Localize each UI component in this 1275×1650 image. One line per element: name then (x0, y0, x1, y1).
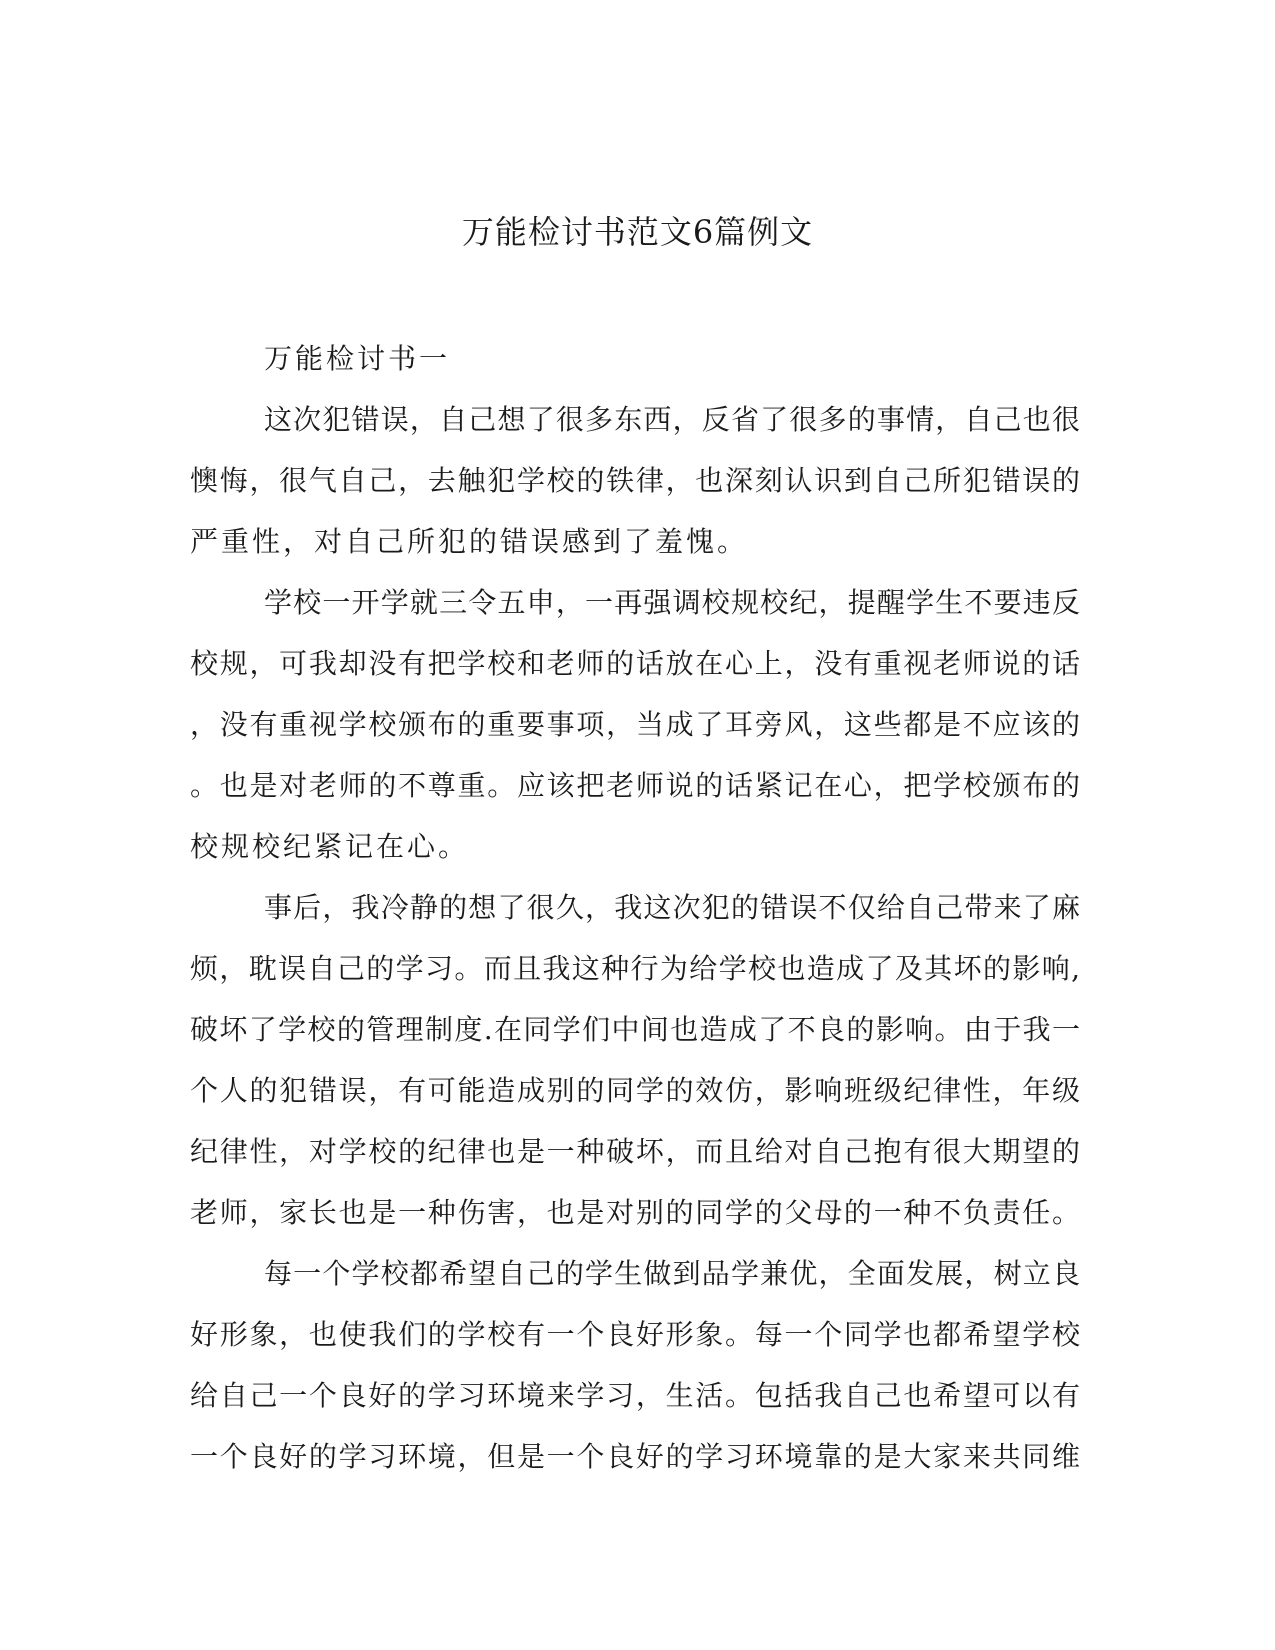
paragraph-line: 个人的犯错误，有可能造成别的同学的效仿，影响班级纪律性，年级 (190, 1074, 1080, 1107)
section-heading: 万能检讨书一 (264, 342, 451, 375)
paragraph-line: 每一个学校都希望自己的学生做到品学兼优，全面发展，树立良 (264, 1257, 1080, 1290)
paragraph-line: 。也是对老师的不尊重。应该把老师说的话紧记在心，把学校颁布的 (190, 769, 1080, 802)
paragraph-line: 好形象，也使我们的学校有一个良好形象。每一个同学也都希望学校 (190, 1318, 1080, 1351)
paragraph-line: 事后，我冷静的想了很久，我这次犯的错误不仅给自己带来了麻 (264, 891, 1080, 924)
paragraph-line: 给自己一个良好的学习环境来学习，生活。包括我自己也希望可以有 (190, 1379, 1080, 1412)
paragraph-line: 老师，家长也是一种伤害，也是对别的同学的父母的一种不负责任。 (190, 1196, 1080, 1229)
paragraph-line: 烦，耽误自己的学习。而且我这种行为给学校也造成了及其坏的影响, (190, 952, 1080, 985)
paragraph-line: 纪律性，对学校的纪律也是一种破坏，而且给对自己抱有很大期望的 (190, 1135, 1080, 1168)
paragraph-line: 破坏了学校的管理制度.在同学们中间也造成了不良的影响。由于我一 (190, 1013, 1080, 1046)
paragraph-line: 懊悔，很气自己，去触犯学校的铁律，也深刻认识到自己所犯错误的 (190, 464, 1080, 497)
paragraph-line: ，没有重视学校颁布的重要事项，当成了耳旁风，这些都是不应该的 (190, 708, 1080, 741)
paragraph-line: 校规，可我却没有把学校和老师的话放在心上，没有重视老师说的话 (190, 647, 1080, 680)
paragraph-line: 一个良好的学习环境，但是一个良好的学习环境靠的是大家来共同维 (190, 1440, 1080, 1473)
paragraph-line: 学校一开学就三令五申，一再强调校规校纪，提醒学生不要违反 (264, 586, 1080, 619)
paragraph-line: 严重性，对自己所犯的错误感到了羞愧。 (190, 525, 749, 558)
paragraph-line: 这次犯错误，自己想了很多东西，反省了很多的事情，自己也很 (264, 403, 1080, 436)
document-body (190, 328, 1080, 1487)
paragraph-line: 校规校纪紧记在心。 (190, 830, 470, 863)
document-title: 万能检讨书范文6篇例文 (461, 213, 814, 251)
